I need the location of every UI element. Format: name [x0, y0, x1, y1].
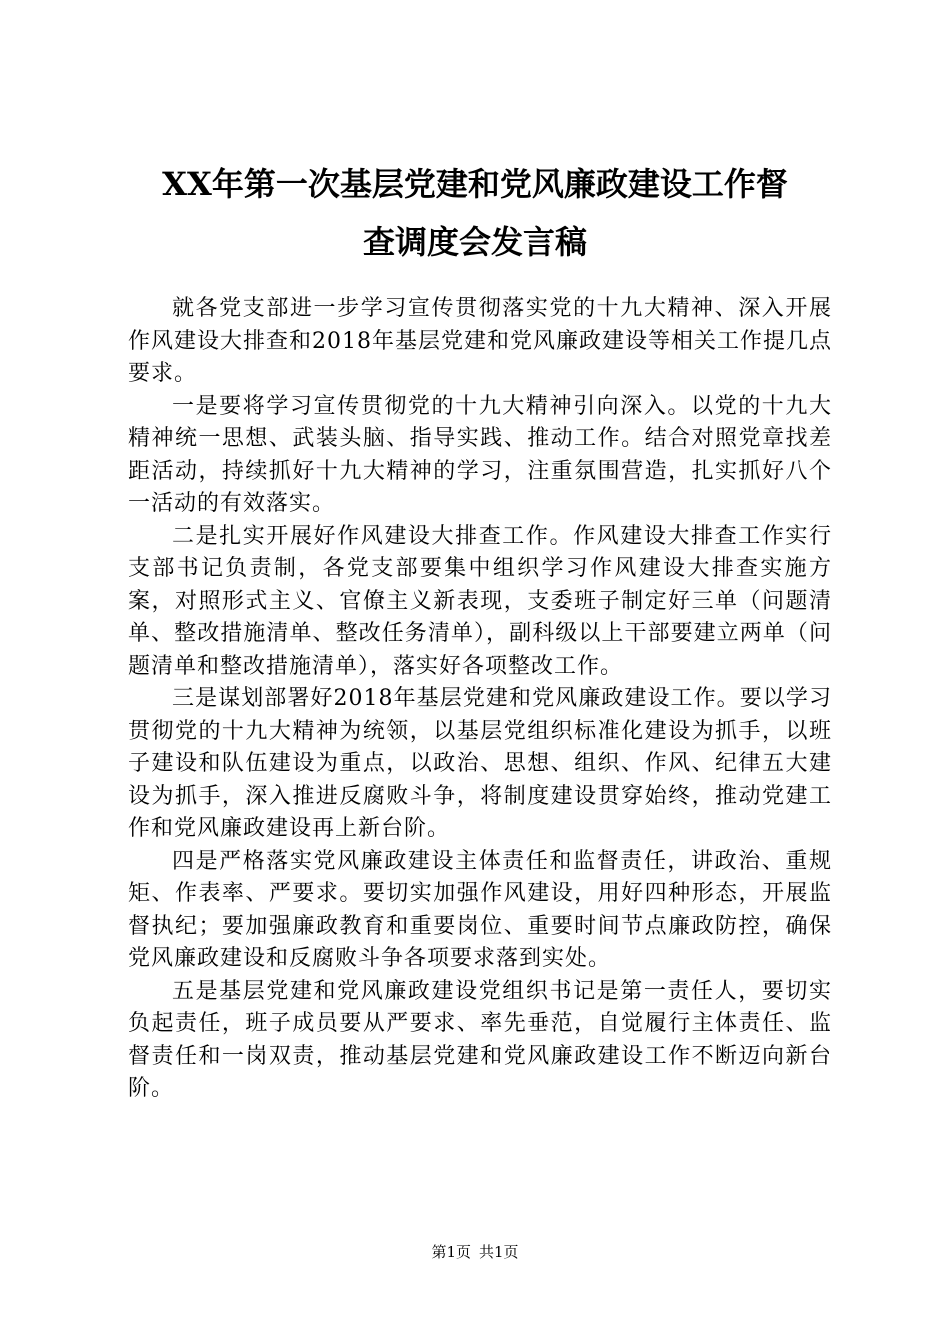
paragraph-point-4: 四是严格落实党风廉政建设主体责任和监督责任，讲政治、重规矩、作表率、严要求。要切实加强作风建设，用好四种形态，开展监督执纪；要加强廉政教育和重要岗位、重要时间节点廉政防控，确保党风廉政建设和反腐败斗争各项要求落到实处。: [128, 848, 832, 971]
page-footer: [0, 1242, 950, 1262]
paragraph-point-5: 五是基层党建和党风廉政建设党组织书记是第一责任人，要切实负起责任，班子成员要从严要求、率先垂范，自觉履行主体责任、监督责任和一岗双责，推动基层党建和党风廉政建设工作不断迈向新台阶。: [128, 978, 832, 1101]
document-body: [128, 293, 832, 1106]
page-number: 第1页: [431, 1243, 471, 1261]
paragraph-point-3: 三是谋划部署好2018年基层党建和党风廉政建设工作。要以学习贯彻党的十九大精神为统领，以基层党组织标准化建设为抓手，以班子建设和队伍建设为重点，以政治、思想、组织、作风、纪律五大建设为抓手，深入推进反腐败斗争，将制度建设贯穿始终，推动党建工作和党风廉政建设再上新台阶。: [128, 686, 832, 841]
paragraph-point-2: 二是扎实开展好作风建设大排查工作。作风建设大排查工作实行支部书记负责制，各党支部要集中组织学习作风建设大排查实施方案，对照形式主义、官僚主义新表现，支委班子制定好三单（问题清单、整改措施清单、整改任务清单），副科级以上干部要建立两单（问题清单和整改措施清单），落实好各项整改工作。: [128, 523, 832, 679]
document-title-line-2: 查调度会发言稿: [362, 223, 587, 261]
paragraph-point-1: 一是要将学习宣传贯彻党的十九大精神引向深入。以党的十九大精神统一思想、武装头脑、指导实践、推动工作。结合对照党章找差距活动，持续抓好十九大精神的学习，注重氛围营造，扎实抓好八个一活动的有效落实。: [128, 393, 832, 516]
page-total: 共1页: [479, 1243, 519, 1261]
document-title-line-1: XX年第一次基层党建和党风廉政建设工作督: [162, 165, 788, 203]
paragraph-intro: 就各党支部进一步学习宣传贯彻落实党的十九大精神、深入开展作风建设大排查和2018年基层党建和党风廉政建设等相关工作提几点要求。: [128, 296, 832, 386]
